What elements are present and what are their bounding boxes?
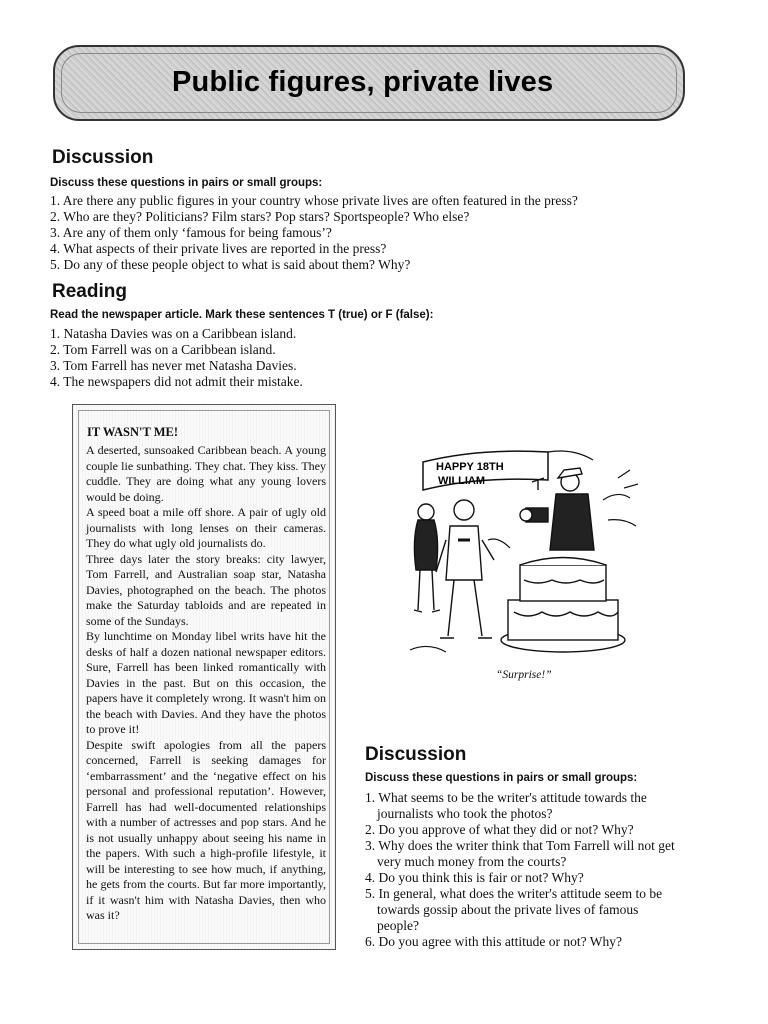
list-item: 2. Do you approve of what they did or not? Why?	[365, 822, 634, 837]
discussion-heading-1: Discussion	[52, 147, 154, 168]
list-item: 5. Do any of these people object to what is said about them? Why?	[50, 257, 411, 272]
cartoon-illustration	[398, 440, 668, 670]
article-headline: IT WASN'T ME!	[87, 425, 179, 439]
newspaper-article	[72, 404, 336, 950]
list-item: 2. Who are they? Politicians? Film stars? Pop stars? Sportspeople? Who else?	[50, 209, 470, 224]
reading-instruction: Read the newspaper article. Mark these sentences T (true) or F (false):	[50, 309, 434, 321]
reading-list	[50, 326, 303, 390]
cartoon-caption: “Surprise!”	[496, 669, 552, 681]
discussion-instruction-2: Discuss these questions in pairs or small groups:	[365, 772, 638, 784]
article-paragraph: A deserted, sunsoaked Caribbean beach. A young couple lie sunbathing. They chat. They kiss. They cuddle. They are doing what any young lovers would be doing.	[86, 443, 326, 504]
article-paragraph: Despite swift apologies from all the papers concerned, Farrell is seeking damages for ‘embarrassment’ and the ‘negative effect on his personal and professional reputation’. However, Farrell has had well-documented relationships with a number of actresses and pop stars. And he is not usually unhappy about seeing his name in the papers. With such a high-profile lifestyle, it will be interesting to see how much, if anything, he gets from the courts. But far more importantly, if it wasn't him with Natasha Davies, then who was it?	[86, 737, 326, 922]
list-item: 5. In general, what does the writer's attitude seem to be towards gossip about the private lives of famous people?	[365, 886, 663, 933]
photographer-figure	[520, 468, 594, 550]
cake-drawing	[501, 558, 625, 653]
cartoon-banner-line2: WILLIAM	[438, 475, 486, 487]
discussion-list-1	[50, 193, 578, 273]
man-figure	[436, 500, 494, 638]
list-item: 3. Tom Farrell has never met Natasha Davies.	[50, 358, 297, 373]
article-paragraph: A speed boat a mile off shore. A pair of ugly old journalists with long lenses on their cameras. They do what ugly old journalists do.	[86, 505, 326, 550]
list-item: 6. Do you agree with this attitude or not? Why?	[365, 934, 622, 949]
list-item: 4. Do you think this is fair or not? Why?	[365, 870, 584, 885]
article-body	[86, 443, 326, 924]
list-item: 1. Natasha Davies was on a Caribbean island.	[50, 326, 297, 341]
list-item: 4. The newspapers did not admit their mistake.	[50, 374, 303, 389]
list-item: 4. What aspects of their private lives are reported in the press?	[50, 241, 387, 256]
list-item: 1. What seems to be the writer's attitude towards the journalists who took the photos?	[365, 790, 647, 821]
page-title: Public figures, private lives	[172, 66, 554, 98]
list-item: 2. Tom Farrell was on a Caribbean island.	[50, 342, 276, 357]
woman-figure	[414, 504, 440, 612]
list-item: 3. Why does the writer think that Tom Farrell will not get very much money from the courts?	[365, 838, 675, 869]
list-item: 3. Are any of them only ‘famous for being famous’?	[50, 225, 332, 240]
title-banner	[53, 45, 685, 121]
discussion-heading-2: Discussion	[365, 744, 467, 765]
reading-heading: Reading	[52, 281, 127, 302]
discussion-list-2	[365, 790, 683, 950]
list-item: 1. Are there any public figures in your country whose private lives are often featured in the press?	[50, 193, 578, 208]
discussion-instruction-1: Discuss these questions in pairs or small groups:	[50, 177, 323, 189]
artist-signature	[410, 646, 446, 652]
article-paragraph: By lunchtime on Monday libel writs have hit the desks of half a dozen national newspaper editors. Sure, Farrell has been linked romantically with Davies in the past. But on this occasion, the papers have it completely wrong. It wasn't him on the beach with Davies. And they have the photos to prove it!	[86, 629, 326, 736]
cartoon-banner-line1: HAPPY 18TH	[436, 461, 504, 473]
article-paragraph: Three days later the story breaks: city lawyer, Tom Farrell, and Australian soap star, Natasha Davies, photographed on the beach. The photos make the Saturday tabloids and are repeated in some of the Sundays.	[86, 551, 326, 628]
